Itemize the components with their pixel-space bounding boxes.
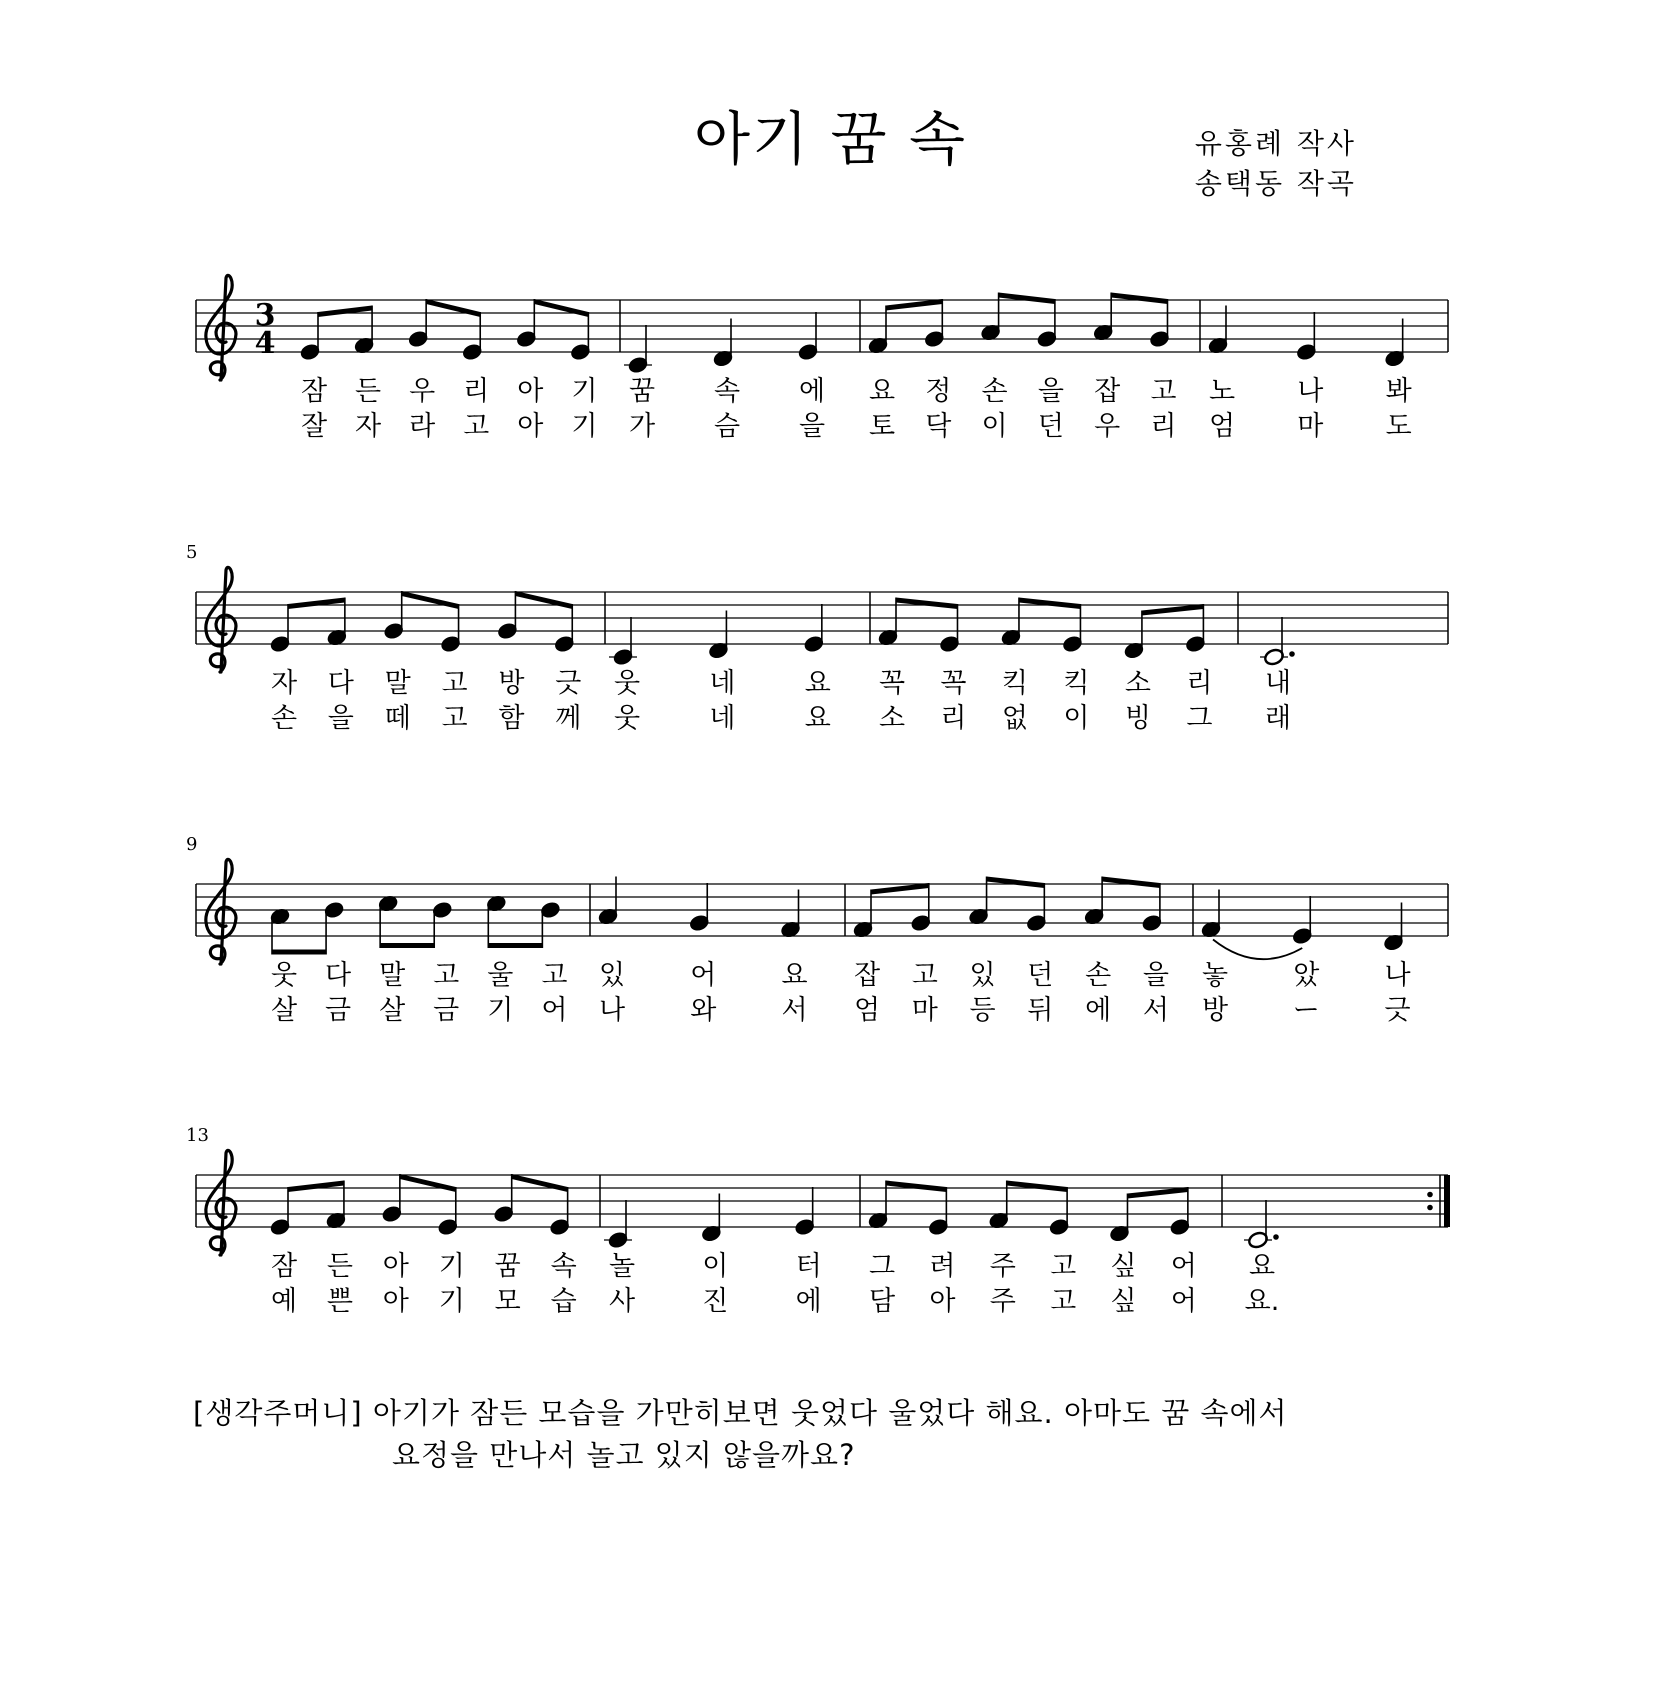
lyric-verse1-syllable: 방: [498, 668, 525, 699]
lyric-verse1-syllable: 꼭: [878, 668, 906, 699]
lyric-verse1-syllable: 속: [713, 376, 741, 407]
lyric-verse2-syllable: 라: [409, 411, 436, 442]
lyric-verse2-syllable: 등: [969, 995, 996, 1026]
staff-system-3: [186, 834, 1448, 1026]
treble-clef-path: [206, 275, 236, 380]
lyric-verse1-syllable: 다: [327, 668, 354, 699]
lyric-verse1-syllable: 웃: [270, 960, 298, 991]
eighth-beam: [886, 299, 942, 311]
measure-number: 5: [186, 542, 198, 563]
lyric-verse1-syllable: 리: [463, 376, 490, 407]
treble-clef-path: [206, 859, 236, 964]
lyric-verse2-syllable: 엄: [853, 995, 881, 1026]
treble-clef: [206, 567, 236, 672]
staff-system-2: [186, 542, 1448, 734]
lyric-verse1-syllable: 그: [868, 1251, 896, 1282]
lyric-verse1-syllable: 고: [441, 668, 468, 699]
lyric-verse1-syllable: 이: [702, 1251, 729, 1282]
lyric-verse2-syllable: 살: [270, 995, 298, 1026]
eighth-beam: [987, 877, 1045, 889]
lyric-verse2-syllable: 고: [441, 703, 468, 734]
lyric-verse2-syllable: 와: [690, 995, 717, 1026]
treble-clef-path: [206, 567, 236, 672]
lyric-verse2-syllable: 엄: [1208, 411, 1236, 442]
composer-credit: 송택동 작곡: [1194, 167, 1357, 200]
lyric-verse1-syllable: 있: [969, 960, 996, 991]
eighth-beam: [871, 883, 929, 895]
lyric-verse1-syllable: 잠: [270, 1251, 298, 1282]
lyric-verse2-syllable: 서: [1142, 995, 1169, 1026]
eighth-beam: [402, 591, 459, 609]
lyric-verse1-syllable: 기: [438, 1251, 465, 1282]
lyric-verse2-syllable: 나: [598, 995, 626, 1026]
lyric-verse2-syllable: 싶: [1110, 1286, 1137, 1317]
lyric-verse1-syllable: 고: [911, 960, 938, 991]
lyric-verse1-syllable: 요: [781, 960, 808, 991]
lyric-verse1-syllable: 잡: [853, 960, 881, 991]
lyric-verse2-syllable: 방: [1201, 995, 1229, 1026]
lyric-verse2-syllable: 주: [989, 1286, 1016, 1317]
lyric-verse2-syllable: 요: [804, 703, 831, 734]
augmentation-dot: [1289, 651, 1295, 657]
eighth-beam: [288, 1181, 344, 1193]
lyric-verse1-syllable: 았: [1293, 960, 1320, 991]
lyric-verse2-syllable: 소: [878, 703, 906, 734]
lyric-verse1-syllable: 울: [487, 960, 514, 991]
staff-system-4: [186, 1125, 1450, 1317]
lyric-verse2-syllable: 도: [1385, 411, 1412, 442]
lyric-verse1-syllable: 속: [550, 1251, 577, 1282]
lyric-verse1-syllable: 나: [1384, 960, 1411, 991]
lyric-verse1-syllable: 터: [795, 1251, 822, 1282]
lyric-verse1-syllable: 놓: [1201, 960, 1229, 991]
lyric-verse2-syllable: 래: [1264, 703, 1292, 734]
lyric-verse1-syllable: 킥: [1001, 668, 1029, 699]
lyric-verse2-syllable: 리: [940, 703, 967, 734]
thinking-pocket-note-line-2: 요정을 만나서 놀고 있지 않을까요?: [392, 1438, 856, 1472]
lyric-verse2-syllable: 에: [1085, 995, 1112, 1026]
treble-clef: [206, 275, 236, 380]
lyric-verse1-syllable: 손: [1085, 960, 1112, 991]
lyric-verse1-syllable: 을: [1037, 376, 1064, 407]
lyric-verse2-syllable: 기: [487, 995, 514, 1026]
lyric-verse2-syllable: 살: [379, 995, 406, 1026]
thinking-pocket-note-line-1: [생각주머니] 아기가 잠든 모습을 가만히보면 웃었다 울었다 해요. 아마도 꿈 속에서: [193, 1396, 1288, 1430]
eighth-beam: [1007, 1181, 1067, 1193]
lyric-verse1-syllable: 꿈: [494, 1251, 521, 1282]
eighth-beam: [515, 591, 572, 609]
lyric-verse2-syllable: 에: [795, 1286, 822, 1317]
lyric-verse2-syllable: 잘: [300, 411, 328, 442]
lyric-verse1-syllable: 봐: [1385, 376, 1412, 407]
lyric-verse1-syllable: 꼭: [940, 668, 967, 699]
eighth-beam: [400, 1174, 456, 1192]
eighth-beam: [534, 299, 588, 317]
lyric-verse2-syllable: 우: [1094, 411, 1121, 442]
lyric-verse1-syllable: 다: [325, 960, 352, 991]
lyric-verse2-syllable: 을: [798, 411, 826, 442]
lyric-verse2-syllable: 금: [433, 995, 460, 1026]
lyric-verse1-syllable: 든: [326, 1251, 353, 1282]
lyric-verse1-syllable: 리: [1186, 668, 1213, 699]
lyric-verse1-syllable: 요: [1248, 1251, 1276, 1282]
eighth-beam: [1142, 604, 1203, 616]
lyric-verse2-syllable: 자: [355, 411, 382, 442]
lyric-verse2-syllable: 담: [868, 1286, 896, 1317]
lyric-verse2-syllable: 께: [555, 703, 582, 734]
lyric-verse1-syllable: 웃: [613, 668, 641, 699]
treble-clef: [206, 859, 236, 964]
treble-clef-path: [206, 1150, 236, 1255]
eighth-beam: [1019, 598, 1080, 610]
lyric-verse2-syllable: 서: [781, 995, 808, 1026]
treble-clef: [206, 1150, 236, 1255]
lyric-verse1-syllable: 손: [981, 376, 1008, 407]
eighth-beam: [896, 598, 957, 610]
lyric-verse1-syllable: 주: [989, 1251, 1016, 1282]
lyric-verse1-syllable: 든: [355, 376, 382, 407]
eighth-beam: [318, 306, 372, 318]
lyric-verse1-syllable: 아: [382, 1251, 409, 1282]
lyric-verse2-syllable: 고: [463, 411, 490, 442]
lyric-verse2-syllable: 함: [498, 703, 525, 734]
eighth-beam: [1111, 293, 1167, 305]
lyric-verse2-syllable: 금: [325, 995, 352, 1026]
lyric-verse2-syllable: 리: [1150, 411, 1177, 442]
lyric-verse2-syllable: 웃: [613, 703, 641, 734]
lyric-verse1-syllable: 자: [270, 668, 298, 699]
lyric-verse2-syllable: 쁜: [326, 1286, 353, 1317]
lyric-verse1-syllable: 고: [1150, 376, 1177, 407]
eighth-beam: [380, 943, 434, 948]
lyric-verse1-syllable: 고: [1050, 1251, 1077, 1282]
lyric-verse2-syllable: 고: [1050, 1286, 1077, 1317]
lyric-verse2-syllable: 마: [1297, 411, 1324, 442]
lyric-verse1-syllable: 고: [541, 960, 568, 991]
lyric-verse1-syllable: 내: [1264, 668, 1292, 699]
lyric-verse1-syllable: 어: [1170, 1251, 1197, 1282]
lyric-verse1-syllable: 아: [517, 376, 544, 407]
lyric-verse2-syllable: 사: [608, 1286, 636, 1317]
repeat-thick-barline: [1444, 1175, 1450, 1227]
lyricist-credit: 유홍례 작사: [1194, 127, 1357, 160]
lyric-verse2-syllable: 슴: [713, 411, 741, 442]
lyric-verse2-syllable: 손: [270, 703, 298, 734]
lyric-verse1-syllable: 잠: [300, 376, 328, 407]
lyric-verse1-syllable: 고: [433, 960, 460, 991]
eighth-beam: [1127, 1187, 1187, 1199]
augmentation-dot: [1273, 1234, 1279, 1240]
lyric-verse1-syllable: 정: [925, 376, 952, 407]
lyric-verse2-syllable: 그: [1186, 703, 1213, 734]
lyric-verse2-syllable: 마: [911, 995, 938, 1026]
lyric-verse1-syllable: 말: [384, 668, 411, 699]
lyric-verse2-syllable: 이: [981, 411, 1008, 442]
eighth-beam: [488, 943, 542, 948]
lyric-verse1-syllable: 요: [804, 668, 831, 699]
eighth-beam: [288, 598, 345, 610]
lyric-verse2-syllable: 아: [382, 1286, 409, 1317]
lyric-verse1-syllable: 꿈: [628, 376, 656, 407]
lyric-verse2-syllable: 을: [327, 703, 354, 734]
lyric-verse2-syllable: 던: [1037, 411, 1064, 442]
lyric-verse1-syllable: 을: [1142, 960, 1169, 991]
lyric-verse2-syllable: 기: [571, 411, 598, 442]
repeat-dot: [1427, 1205, 1433, 1211]
lyric-verse1-syllable: 긋: [555, 668, 582, 699]
lyric-verse2-syllable: 아: [929, 1286, 956, 1317]
lyric-verse2-syllable: 진: [702, 1286, 729, 1317]
measure-number: 9: [186, 834, 198, 855]
lyric-verse1-syllable: 노: [1208, 376, 1236, 407]
lyric-verse1-syllable: 네: [709, 668, 736, 699]
lyric-verse2-syllable: 닥: [925, 411, 952, 442]
time-signature-bottom: 4: [254, 326, 276, 361]
lyric-verse1-syllable: 우: [409, 376, 436, 407]
lyric-verse2-syllable: 토: [868, 411, 896, 442]
lyric-verse2-syllable: 네: [709, 703, 736, 734]
lyric-verse2-syllable: 어: [541, 995, 568, 1026]
lyric-verse1-syllable: 킥: [1063, 668, 1090, 699]
lyric-verse2-syllable: 모: [494, 1286, 521, 1317]
lyric-verse2-syllable: 이: [1063, 703, 1090, 734]
eighth-beam: [999, 293, 1055, 305]
repeat-dot: [1427, 1192, 1433, 1198]
lyric-verse2-syllable: 없: [1001, 703, 1029, 734]
lyric-verse1-syllable: 소: [1124, 668, 1151, 699]
lyric-verse2-syllable: 긋: [1384, 995, 1411, 1026]
lyric-verse1-syllable: 있: [598, 960, 626, 991]
lyric-verse1-syllable: 싶: [1110, 1251, 1137, 1282]
lyric-verse1-syllable: 말: [379, 960, 406, 991]
lyric-verse1-syllable: 나: [1297, 376, 1324, 407]
time-signature-top: 3: [254, 298, 276, 333]
lyric-verse1-syllable: 에: [798, 376, 826, 407]
lyric-verse2-syllable: ー: [1292, 995, 1320, 1026]
lyric-verse2-syllable: 습: [550, 1286, 577, 1317]
lyric-verse2-syllable: 뒤: [1027, 995, 1054, 1026]
song-title: 아기 꿈 속: [694, 105, 967, 173]
lyric-verse2-syllable: 떼: [384, 703, 411, 734]
lyric-verse2-syllable: 기: [438, 1286, 465, 1317]
lyric-verse1-syllable: 기: [571, 376, 598, 407]
lyric-verse1-syllable: 놀: [608, 1251, 636, 1282]
lyric-verse1-syllable: 어: [690, 960, 717, 991]
lyric-verse2-syllable: 아: [517, 411, 544, 442]
lyric-verse2-syllable: 빙: [1124, 703, 1151, 734]
eighth-beam: [1102, 877, 1160, 889]
eighth-beam: [426, 299, 480, 317]
lyric-verse2-syllable: 요.: [1244, 1286, 1280, 1317]
lyric-verse1-syllable: 요: [868, 376, 896, 407]
staff-system-1: [196, 293, 1448, 443]
eighth-beam: [512, 1174, 568, 1192]
lyric-verse1-syllable: 잡: [1094, 376, 1121, 407]
eighth-beam: [886, 1181, 946, 1193]
measure-number: 13: [186, 1125, 209, 1146]
eighth-beam: [272, 950, 326, 955]
lyric-verse1-syllable: 던: [1027, 960, 1054, 991]
lyric-verse2-syllable: 예: [270, 1286, 298, 1317]
lyric-verse1-syllable: 려: [929, 1251, 956, 1282]
lyric-verse2-syllable: 어: [1170, 1286, 1197, 1317]
slur: [1213, 940, 1302, 960]
lyric-verse2-syllable: 가: [628, 411, 656, 442]
